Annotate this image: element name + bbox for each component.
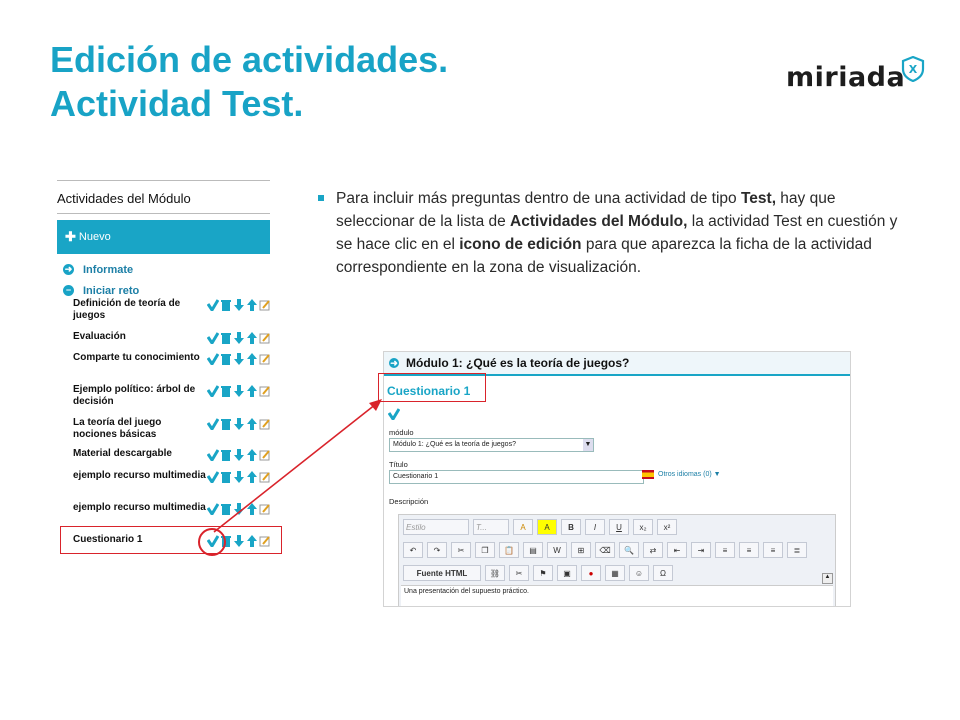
size-select[interactable]: T... (473, 519, 509, 535)
unlink-icon[interactable]: ✂ (509, 565, 529, 581)
minus-circle-icon: − (63, 285, 74, 296)
undo-icon[interactable]: ↶ (403, 542, 423, 558)
image-icon[interactable]: ▣ (557, 565, 577, 581)
italic-button[interactable]: I (585, 519, 605, 535)
underline-button[interactable]: U (609, 519, 629, 535)
select-all-icon[interactable]: ⊞ (571, 542, 591, 558)
align-left-icon[interactable]: ≡ (715, 542, 735, 558)
activity-label[interactable]: Cuestionario 1 (73, 534, 143, 545)
subscript-button[interactable]: x₂ (633, 519, 653, 535)
table-icon[interactable]: ▦ (605, 565, 625, 581)
replace-icon[interactable]: ⇄ (643, 542, 663, 558)
cut-icon[interactable]: ✂ (451, 542, 471, 558)
title-input[interactable]: Cuestionario 1 (389, 470, 644, 484)
scroll-up-icon[interactable]: ▲ (822, 573, 833, 584)
copy-icon[interactable]: ❐ (475, 542, 495, 558)
align-center-icon[interactable]: ≡ (739, 542, 759, 558)
justify-icon[interactable]: ≣ (787, 542, 807, 558)
paste-word-icon[interactable]: W (547, 542, 567, 558)
logo-badge-text: X (908, 63, 918, 76)
find-icon[interactable]: 🔍 (619, 542, 639, 558)
module-header-text: Módulo 1: ¿Qué es la teoría de juegos? (406, 356, 630, 370)
activity-label[interactable]: ejemplo recurso multimedia (73, 470, 206, 481)
editor-content[interactable]: Una presentación del supuesto práctico. (401, 585, 833, 607)
link-icon[interactable]: ⛓ (485, 565, 505, 581)
quiz-title: Cuestionario 1 (387, 384, 471, 398)
outdent-icon[interactable]: ⇤ (667, 542, 687, 558)
title-label: Título (389, 460, 408, 469)
indent-icon[interactable]: ⇥ (691, 542, 711, 558)
section-informate-label: Informate (83, 263, 134, 276)
activity-label[interactable]: Evaluación (73, 331, 126, 342)
chevron-down-icon: ▼ (583, 439, 593, 451)
redo-icon[interactable]: ↷ (427, 542, 447, 558)
flash-icon[interactable]: ● (581, 565, 601, 581)
title-line-1: Edición de actividades. (50, 39, 449, 80)
title-line-2: Actividad Test. (50, 83, 304, 124)
bold-button[interactable]: B (561, 519, 581, 535)
anchor-flag-icon[interactable]: ⚑ (533, 565, 553, 581)
logo-text: miriada (786, 62, 906, 93)
superscript-button[interactable]: x² (657, 519, 677, 535)
smiley-icon[interactable]: ☺ (629, 565, 649, 581)
new-button-label: Nuevo (78, 231, 111, 243)
align-right-icon[interactable]: ≡ (763, 542, 783, 558)
bg-color-icon[interactable]: A (537, 519, 557, 535)
description-label: Descripción (389, 497, 429, 506)
paste-icon[interactable]: 📋 (499, 542, 519, 558)
other-languages-link[interactable]: Otros idiomas (0) ▼ (658, 471, 721, 478)
activity-label[interactable]: Ejemplo político: árbol de decisión (73, 384, 196, 407)
eraser-icon[interactable]: ⌫ (595, 542, 615, 558)
arrow-right-circle-icon: ➜ (390, 357, 398, 368)
activity-label[interactable]: Material descargable (73, 448, 172, 459)
panel-title: Actividades del Módulo (57, 180, 270, 214)
arrow-right-circle-icon: ➜ (64, 264, 73, 274)
plus-icon: ✚ (65, 229, 76, 244)
activity-label[interactable]: Comparte tu conocimiento (73, 352, 200, 363)
module-select-value: Módulo 1: ¿Qué es la teoría de juegos? (393, 441, 516, 448)
paste-text-icon[interactable]: ▤ (523, 542, 543, 558)
style-select[interactable]: Estilo (403, 519, 469, 535)
html-source-button[interactable]: Fuente HTML (403, 565, 481, 581)
activity-label[interactable]: Definición de teoría de juegos (73, 298, 181, 321)
text-color-icon[interactable]: A (513, 519, 533, 535)
instruction-text: Para incluir más preguntas dentro de una actividad de tipo Test, hay que seleccionar de la lista de Actividades del Módulo, la actividad Test en cuestión y se hace clic en el icono de edición para que aparezca la ficha de la actividad correspondiente en la zona de visualización. (336, 190, 898, 276)
activity-label[interactable]: ejemplo recurso multimedia (73, 502, 206, 513)
module-label: módulo (389, 428, 414, 437)
activity-label[interactable]: La teoría del juego nociones básicas (73, 417, 162, 440)
section-iniciar-label: Iniciar reto (83, 284, 140, 297)
omega-icon[interactable]: Ω (653, 565, 673, 581)
